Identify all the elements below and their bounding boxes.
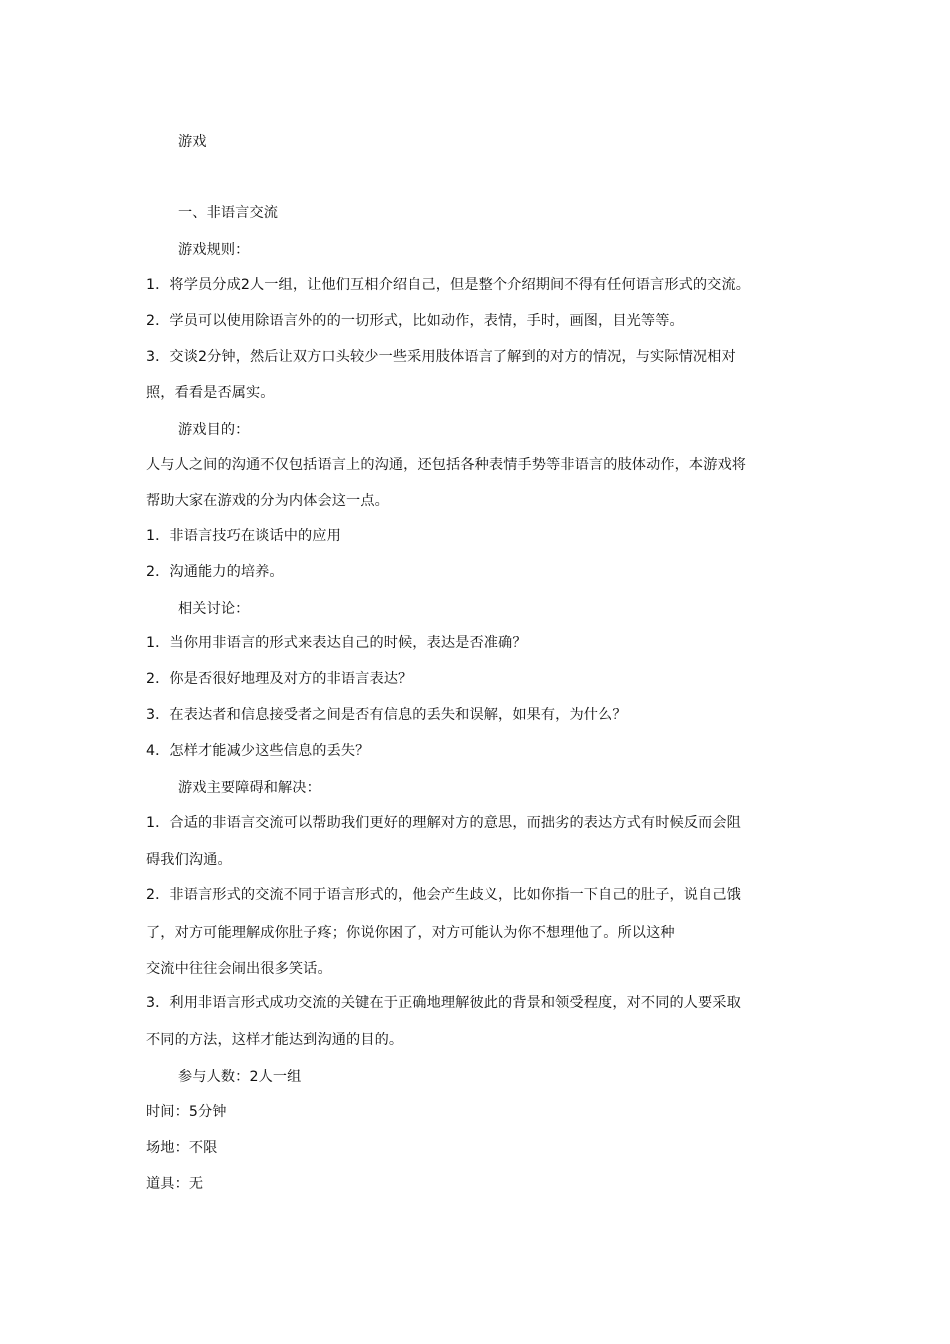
obstacles-heading: 游戏主要障碍和解决： xyxy=(178,780,321,796)
purpose-item: 1．非语言技巧在谈话中的应用 xyxy=(146,528,341,544)
rules-heading: 游戏规则： xyxy=(178,242,250,258)
rule-item-continuation: 照，看看是否属实。 xyxy=(146,385,275,401)
props-info: 道具：无 xyxy=(146,1176,204,1192)
section-heading: 一、非语言交流 xyxy=(178,205,279,221)
discussion-item: 2．你是否很好地理及对方的非语言表达？ xyxy=(146,671,413,687)
rule-item: 3．交谈2分钟，然后让双方口头较少一些采用肢体语言了解到的对方的情况，与实际情况相对 xyxy=(146,349,736,365)
document-title: 游戏 xyxy=(178,134,207,150)
discussion-item: 4．怎样才能减少这些信息的丢失？ xyxy=(146,743,370,759)
discussion-heading: 相关讨论： xyxy=(178,601,250,617)
purpose-item: 2．沟通能力的培养。 xyxy=(146,564,284,580)
obstacles-line: 2．非语言形式的交流不同于语言形式的，他会产生歧义，比如你指一下自己的肚子，说自己饿 xyxy=(146,887,741,903)
time-info: 时间：5分钟 xyxy=(146,1104,227,1120)
purpose-text: 帮助大家在游戏的分为内体会这一点。 xyxy=(146,493,389,509)
discussion-item: 1．当你用非语言的形式来表达自己的时候，表达是否准确？ xyxy=(146,635,527,651)
participants-info: 参与人数：2人一组 xyxy=(178,1069,302,1085)
obstacles-line: 不同的方法，这样才能达到沟通的目的。 xyxy=(146,1032,404,1048)
purpose-text: 人与人之间的沟通不仅包括语言上的沟通，还包括各种表情手势等非语言的肢体动作，本游戏将 xyxy=(146,457,747,473)
purpose-heading: 游戏目的： xyxy=(178,422,250,438)
obstacles-line: 碍我们沟通。 xyxy=(146,852,232,868)
discussion-item: 3．在表达者和信息接受者之间是否有信息的丢失和误解，如果有，为什么？ xyxy=(146,707,627,723)
venue-info: 场地：不限 xyxy=(146,1140,218,1156)
obstacles-line: 3．利用非语言形式成功交流的关键在于正确地理解彼此的背景和领受程度，对不同的人要采取 xyxy=(146,995,741,1011)
rule-item: 2．学员可以使用除语言外的的一切形式，比如动作，表情，手时，画图，目光等等。 xyxy=(146,313,684,329)
obstacles-line: 交流中往往会闹出很多笑话。 xyxy=(146,961,332,977)
rule-item: 1．将学员分成2人一组，让他们互相介绍自己，但是整个介绍期间不得有任何语言形式的交流。 xyxy=(146,277,751,293)
obstacles-line: 了，对方可能理解成你肚子疼；你说你困了，对方可能认为你不想理他了。所以这种 xyxy=(146,925,675,941)
obstacles-line: 1．合适的非语言交流可以帮助我们更好的理解对方的意思，而拙劣的表达方式有时候反而会阻 xyxy=(146,815,741,831)
